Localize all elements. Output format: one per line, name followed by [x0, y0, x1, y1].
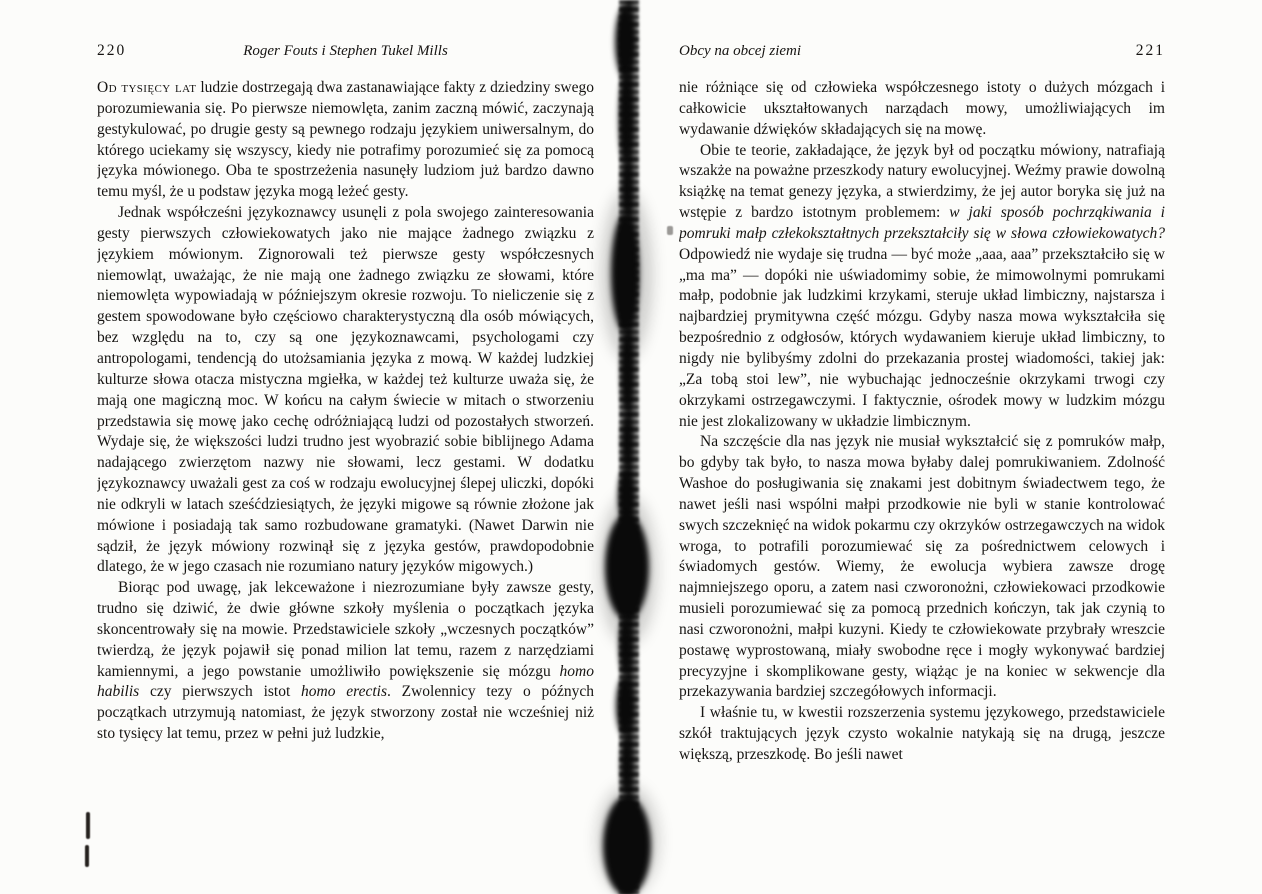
gutter-blob	[605, 514, 649, 620]
left-header-title: Roger Fouts i Stephen Tukel Mills	[243, 43, 448, 59]
left-page	[97, 42, 594, 856]
gutter-halo	[597, 785, 659, 894]
paragraph	[679, 703, 1165, 766]
paragraph	[97, 203, 594, 578]
gutter-halo	[601, 190, 653, 360]
paragraph	[679, 141, 1165, 433]
gutter-blob	[619, 72, 633, 164]
gutter-blob	[619, 616, 632, 676]
text-segment: homo erectis	[301, 683, 387, 701]
right-running-header	[679, 42, 1165, 62]
gutter-streak	[619, 0, 639, 894]
text-segment: nie różniące się od człowieka współczesnego istoty o dużych mózgach i całkowicie ukształtowanych narządach mowy, umożliwiających im wydawanie dźwięków składających się na mowę.	[679, 79, 1165, 138]
gutter-blob	[603, 796, 651, 894]
right-header-title: Obcy na obcej ziemi	[679, 43, 802, 59]
paragraph	[97, 78, 594, 203]
paragraph	[679, 78, 1165, 141]
gutter-blob	[621, 330, 633, 412]
paragraph	[679, 432, 1165, 703]
text-segment: I właśnie tu, w kwestii rozszerzenia systemu językowego, przedstawiciele szkół traktujących język czysto wokalnie natykają się na drugą, jeszcze większą, przeszkodę. Bo jeśli nawet	[679, 704, 1165, 763]
scan-mark	[86, 812, 90, 839]
gutter-blob	[616, 676, 634, 736]
text-segment: Obie te teorie, zakładające, że język był od początku mówiony, natrafiają wszakże na poważne przeszkody natury ewolucyjnej. Weźmy prawie dowolną książkę na temat genezy języka, a stwierdzimy, że jej autor boryka się już na wstępie z bardzo istotnym problemem:	[679, 141, 1165, 222]
gutter-blob	[622, 160, 632, 216]
scan-mark	[85, 845, 89, 867]
text-segment: w jaki sposób pochrząkiwania i pomruki małp człekokształtnych przekształciły się w słowa człowiekowatych?	[679, 204, 1165, 242]
text-segment: homo habilis	[97, 662, 594, 701]
gutter-blob	[621, 736, 632, 794]
gutter-blob	[611, 214, 639, 332]
gutter-blob	[618, 468, 634, 524]
text-segment: czy pierwszych istot	[139, 683, 302, 701]
gutter-blob	[622, 414, 632, 470]
gutter-halo	[599, 495, 657, 645]
gutter-blob	[615, 6, 635, 78]
left-page-number: 220	[97, 42, 127, 59]
scan-gutter-artifact	[597, 0, 663, 894]
paragraph	[97, 578, 594, 745]
text-segment: Biorąc pod uwagę, jak lekceważone i niezrozumiane były zawsze gesty, trudno się dziwić, że dwie główne szkoły myślenia o początkach języka skoncentrowały się na mowie. Przedstawiciele szkoły „wczesnych początków” twierdzą, że język pojawił się ponad milion lat temu, razem z narzędziami kamiennymi, a jego powstanie umożliwiło powiększenie się mózgu	[97, 579, 594, 680]
left-page-body	[97, 78, 594, 856]
text-segment: Odpowiedź nie wydaje się trudna — być może „aaa, aaa” przekształciło się w „ma ma” — dopóki nie uświadomimy sobie, że mimowolnymi pomrukami małp, podobnie jak ludzkimi krzykami, steruje układ limbiczny, najstarsza i najbardziej prymitywna część mózgu. Gdyby nasza mowa wykształciła się bezpośrednio z odgłosów, których wydawaniem kieruje układ limbiczny, to nigdy nie bylibyśmy zdolni do przekazania prostej wiadomości, takiej jak: „Za tobą stoi lew”, nie wybuchając jednocześnie okrzykami trwogi czy okrzykami ostrzegawczymi. I faktycznie, ośrodek mowy w ludzkim mózgu nie jest zlokalizowany w układzie limbicznym.	[679, 245, 1165, 430]
text-segment: Jednak współcześni językoznawcy usunęli z pola swojego zainteresowania gesty pierwszych człowiekowatych jako nie mające żadnego związku z językiem mówionym. Zignorowali też pierwsze gesty współczesnych niemowląt, uważając, że nie mają one żadnego związku ze słowami, które niemowlęta wypowiadają w późniejszym okresie rozwoju. To nieliczenie się z gestem spowodowane było częściowo charakterystyczną dla osób mówiących, bez względu na to, czy są one językoznawcami, psychologami czy antropologami, tendencją do utożsamiania języka z mową. W każdej ludzkiej kulturze słowa otacza mistyczna mgiełka, w każdej też kulturze uważa się, że mają one magiczną moc. W końcu na całym świecie w mitach o stworzeniu przedstawia się mowę jako cechę odróżniającą ludzi od pozostałych stworzeń. Wydaje się, że większości ludzi trudno jest wyobrazić sobie biblijnego Adama nadającego zwierzętom nazwy nie słowami, lecz gestami. W dodatku językoznawcy uważali gest za coś w rodzaju ewolucyjnej ślepej uliczki, dopóki nie odkryli w latach sześćdziesiątych, że języki migowe są równie złożone jak mówione i posiadają tak samo rozbudowane gramatyki. (Nawet Darwin nie sądził, że język mówiony rozwinął się z języka gestów, prawdopodobnie dlatego, że w jego czasach nie rozumiano natury języków migowych.)	[97, 204, 594, 576]
right-page-number: 221	[1135, 42, 1165, 59]
text-segment: Od tysięcy lat	[97, 79, 197, 96]
text-segment: . Zwolennicy tezy o późnych początkach utrzymują natomiast, że język stworzony został nie wcześniej niż sto tysięcy lat temu, przez w pełni już ludzkie,	[97, 683, 594, 743]
text-segment: Na szczęście dla nas język nie musiał wykształcić się z pomruków małp, bo gdyby tak było, to nasza mowa byłaby dalej pomrukiwaniem. Zdolność Washoe do posługiwania się znakami jest dobitnym świadectwem tego, że nawet jeśli nasi wspólni małpi przodkowie nie byli w stanie kontrolować swych szczeknięć na widok pokarmu czy okrzyków ostrzegawczych na widok wroga, to potrafili porozumiewać się za pośrednictwem celowych i świadomych gestów. Wiemy, że ewolucja wybiera zawsze drogę najmniejszego oporu, a zatem nasi czworonożni, człowiekowaci przodkowie musieli porozumiewać się za pomocą przednich kończyn, tak jak czynią to nasi czworonożni, małpi kuzyni. Kiedy te człowiekowate przybrały wreszcie postawę wyprostowaną, miały swobodne ręce i mogły wykonywać bardziej precyzyjne i skomplikowane gesty, wiążąc je na koniec w sekwencje dla przekazywania bardziej szczegółowych informacji.	[679, 433, 1165, 701]
left-running-header	[97, 42, 594, 62]
text-segment: ludzie dostrzegają dwa zastanawiające fakty z dziedziny swego porozumiewania się. Po pierwsze niemowlęta, zanim zaczną mówić, zaczynają gestykulować, po drugie gesty są pewnego rodzaju językiem uniwersalnym, do którego uciekamy się wszyscy, kiedy nie potrafimy porozumieć się za pomocą języka mówionego. Oba te spostrzeżenia nasunęły ludziom już bardzo dawno temu myśl, że u podstaw języka mogą leżeć gesty.	[97, 79, 594, 201]
scan-speck	[667, 226, 673, 235]
right-page	[679, 42, 1165, 856]
right-page-body	[679, 78, 1165, 856]
